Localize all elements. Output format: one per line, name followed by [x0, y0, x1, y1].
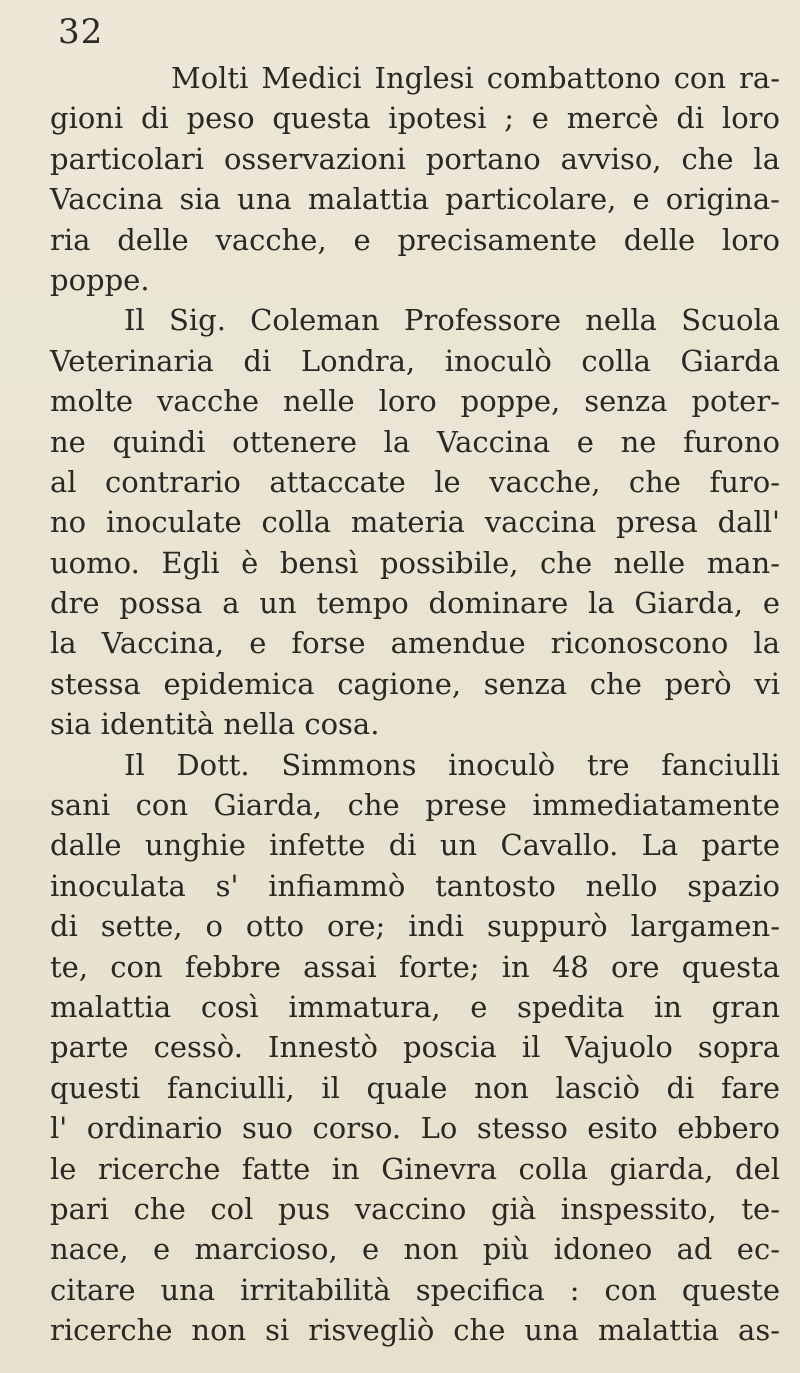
text-line: al contrario attaccate le vacche, che furo- — [50, 464, 780, 499]
text-line: la Vaccina, e forse amendue riconoscono la — [50, 626, 780, 661]
body-text — [50, 58, 780, 1351]
text-line: Il Sig. Coleman Professore nella Scuola — [124, 303, 780, 338]
text-line: dre possa a un tempo dominare la Giarda, e — [50, 586, 780, 621]
text-line: ricerche non si risvegliò che una malattia as- — [50, 1313, 780, 1348]
text-line: sani con Giarda, che prese immediatamente — [50, 788, 780, 823]
text-line: gioni di peso questa ipotesi ; e mercè di loro — [50, 101, 780, 136]
text-line: dalle unghie infette di un Cavallo. La parte — [50, 828, 780, 863]
text-line: nace, e marcioso, e non più idoneo ad ec- — [50, 1232, 780, 1267]
text-line: Vaccina sia una malattia particolare, e origina- — [50, 182, 780, 217]
text-line: le ricerche fatte in Ginevra colla giarda, del — [50, 1151, 780, 1186]
text-line: particolari osservazioni portano avviso, che la — [50, 141, 780, 176]
text-line: no inoculate colla materia vaccina presa dall' — [50, 505, 780, 540]
text-line: inoculata s' infiammò tantosto nello spazio — [50, 868, 780, 903]
text-line: malattia così immatura, e spedita in gran — [50, 989, 780, 1024]
text-line: Veterinaria di Londra, inoculò colla Giarda — [50, 343, 780, 378]
text-line: Molti Medici Inglesi combattono con ra- — [171, 61, 780, 95]
text-line: l' ordinario suo corso. Lo stesso esito ebbero — [50, 1111, 780, 1146]
text-line: questi fanciulli, il quale non lasciò di fare — [50, 1070, 780, 1105]
text-line: poppe. — [50, 262, 150, 297]
text-line: sia identità nella cosa. — [50, 707, 380, 742]
text-line: citare una irritabilità specifica : con queste — [50, 1272, 780, 1307]
text-line: stessa epidemica cagione, senza che però vi — [50, 666, 780, 701]
text-line: ria delle vacche, e precisamente delle loro — [50, 222, 780, 257]
text-line: pari che col pus vaccino già inspessito, te- — [50, 1191, 780, 1226]
text-line: uomo. Egli è bensì possibile, che nelle man- — [50, 545, 780, 580]
text-line: di sette, o otto ore; indi suppurò largamen- — [50, 909, 780, 944]
text-line: molte vacche nelle loro poppe, senza poter- — [50, 384, 780, 419]
text-line: Il Dott. Simmons inoculò tre fanciulli — [124, 747, 780, 782]
text-line: te, con febbre assai forte; in 48 ore questa — [50, 949, 780, 984]
text-line: parte cessò. Innestò poscia il Vajuolo sopra — [50, 1030, 780, 1065]
page-number: 32 — [58, 12, 104, 52]
text-line: ne quindi ottenere la Vaccina e ne furono — [50, 424, 780, 459]
